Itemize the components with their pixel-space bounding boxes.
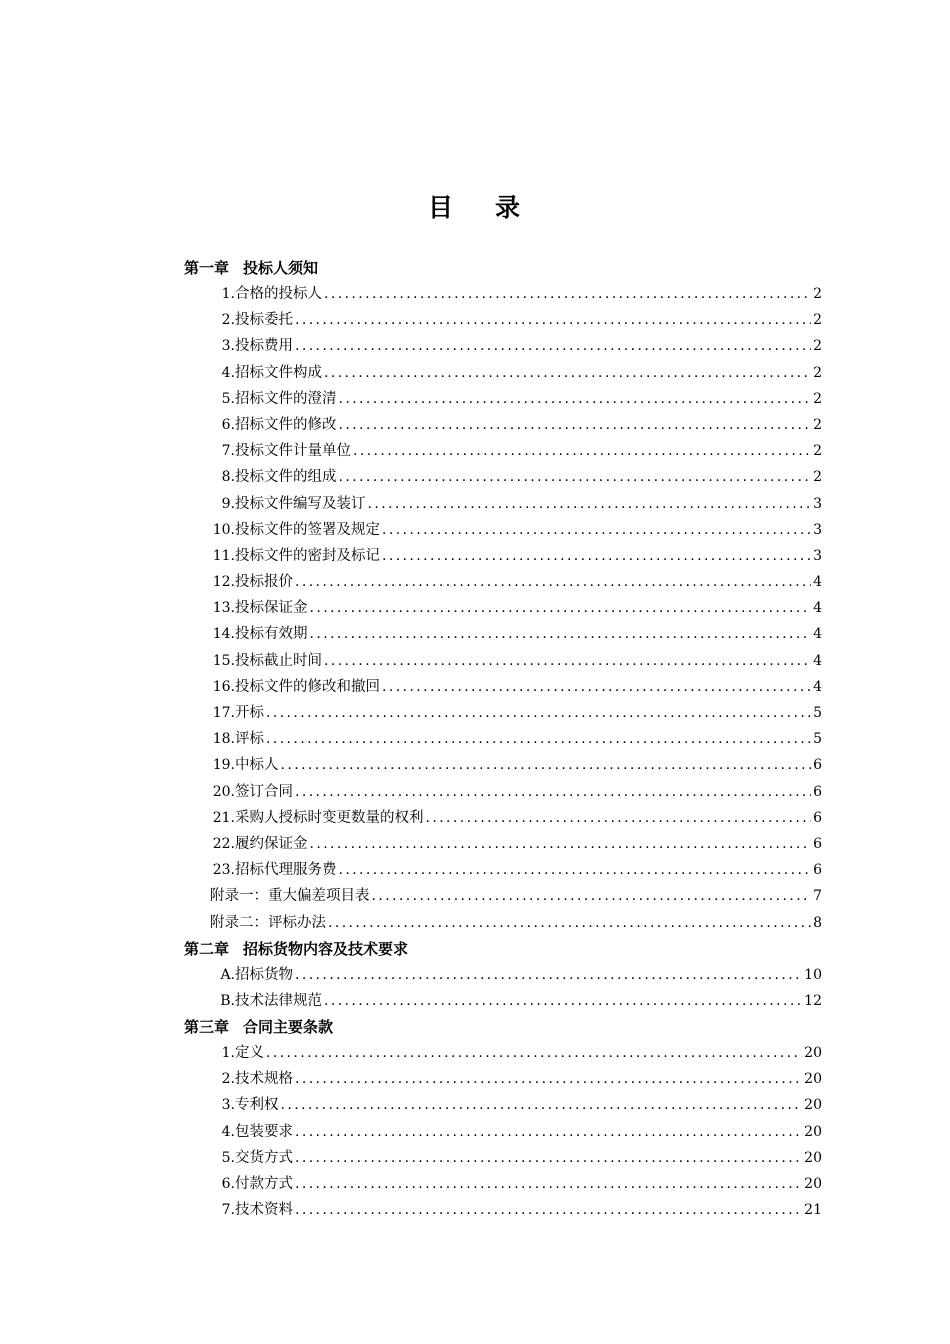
toc-entry-page: 4 — [813, 574, 822, 591]
toc-entry-number: 10. — [212, 521, 235, 538]
dot-leader — [426, 805, 812, 831]
toc-chapter-heading[interactable] — [184, 255, 822, 281]
title-char-2: 录 — [495, 193, 523, 222]
toc-entry[interactable] — [184, 648, 822, 674]
dot-leader — [382, 517, 811, 543]
toc-entry-number: 4. — [221, 364, 235, 381]
dot-leader — [382, 674, 811, 700]
toc-entry-number: 19. — [212, 757, 235, 774]
toc-entry-label: 投标文件编写及装订 — [235, 495, 366, 512]
toc-entry[interactable] — [184, 412, 822, 438]
toc-entry-page: 2 — [813, 469, 822, 486]
toc-entry-number: 7. — [221, 1202, 235, 1219]
toc-entry[interactable] — [184, 307, 822, 333]
toc-entry-label: 投标文件的密封及标记 — [235, 547, 380, 564]
toc-entry[interactable] — [184, 1197, 822, 1223]
toc-entry-label: 附录一：重大偏差项目表 — [210, 888, 370, 905]
toc-entry-page: 6 — [813, 809, 822, 826]
toc-entry-number: 11. — [212, 547, 235, 564]
toc-entry-page: 21 — [804, 1202, 822, 1219]
dot-leader — [339, 857, 812, 883]
toc-entry-page: 2 — [813, 338, 822, 355]
toc-entry-page: 20 — [804, 1123, 822, 1140]
dot-leader — [281, 752, 812, 778]
dot-leader — [310, 621, 812, 647]
toc-entry-number: 5. — [221, 390, 235, 407]
toc-entry-label: 招标文件的修改 — [235, 416, 337, 433]
toc-entry[interactable] — [184, 281, 822, 307]
dot-leader — [295, 333, 811, 359]
toc-entry[interactable] — [184, 386, 822, 412]
toc-entry-page: 2 — [813, 312, 822, 329]
toc-entry-label: 投标文件的组成 — [235, 469, 337, 486]
toc-entry-page: 2 — [813, 286, 822, 302]
toc-entry-label: 技术法律规范 — [235, 992, 322, 1009]
toc-entry-number: 3. — [221, 338, 235, 355]
toc-entry-page: 4 — [813, 652, 822, 669]
toc-entry[interactable] — [184, 910, 822, 936]
toc-entry[interactable] — [184, 1171, 822, 1197]
toc-entry[interactable] — [184, 333, 822, 359]
dot-leader — [295, 1119, 802, 1145]
toc-entry-label: 履约保证金 — [235, 835, 308, 852]
dot-leader — [328, 910, 811, 936]
toc-entry-page: 3 — [813, 547, 822, 564]
dot-leader — [295, 779, 811, 805]
toc-entry-number: 2. — [221, 1071, 235, 1088]
dot-leader — [295, 1145, 802, 1171]
chapter-title: 招标货物内容及技术要求 — [243, 939, 409, 958]
toc-entry[interactable] — [184, 595, 822, 621]
toc-entry-label: 招标文件构成 — [235, 364, 322, 381]
dot-leader — [295, 1171, 802, 1197]
toc-entry-label: 开标 — [235, 705, 264, 721]
toc-entry-number: 16. — [212, 678, 235, 695]
toc-entry-page: 6 — [813, 757, 822, 774]
toc-entry-label: 评标 — [235, 731, 264, 748]
toc-entry-page: 20 — [804, 1045, 822, 1062]
toc-entry-number: 5. — [221, 1149, 235, 1166]
toc-entry-number: 1. — [221, 1045, 235, 1062]
toc-entry-number: 17. — [212, 705, 235, 721]
toc-entry-label: 定义 — [235, 1045, 264, 1062]
dot-leader — [266, 1040, 802, 1066]
toc-entry[interactable] — [184, 962, 822, 988]
toc-entry[interactable] — [184, 543, 822, 569]
toc-entry-label: 投标委托 — [235, 312, 293, 329]
page-title — [0, 188, 950, 224]
toc-entry-page: 6 — [813, 862, 822, 879]
toc-entry-number: 23. — [212, 862, 235, 879]
toc-entry-label: 招标货物 — [235, 966, 293, 983]
chapter-number: 第三章 — [184, 1018, 230, 1037]
dot-leader — [353, 438, 811, 464]
dot-leader — [266, 700, 811, 726]
toc-entry-number: 3. — [221, 1097, 235, 1114]
toc-entry[interactable] — [184, 1119, 822, 1145]
dot-leader — [281, 1092, 803, 1118]
toc-entry-page: 20 — [804, 1149, 822, 1166]
dot-leader — [339, 386, 812, 412]
toc-entry-number: A. — [220, 966, 235, 983]
toc-entry[interactable] — [184, 883, 822, 909]
toc-entry-number: 21. — [212, 809, 235, 826]
toc-entry-number: B. — [220, 992, 235, 1009]
toc-entry-page: 4 — [813, 600, 822, 617]
toc-entry-number: 6. — [221, 1176, 235, 1192]
toc-entry-number: 15. — [212, 652, 235, 669]
toc-entry-page: 12 — [804, 992, 822, 1009]
toc-entry-page: 6 — [813, 783, 822, 800]
toc-entry[interactable] — [184, 674, 822, 700]
toc-entry-label: 包装要求 — [235, 1123, 293, 1140]
toc-entry-label: 技术规格 — [235, 1071, 293, 1088]
toc-entry-page: 3 — [813, 521, 822, 538]
dot-leader — [324, 281, 811, 307]
toc-entry-number: 13. — [212, 600, 235, 617]
toc-entry-label: 专利权 — [235, 1097, 279, 1114]
toc-entry-page: 20 — [804, 1176, 822, 1192]
chapter-number: 第一章 — [184, 259, 230, 277]
toc-entry-page: 4 — [813, 678, 822, 695]
toc-entry-label: 附录二：评标办法 — [210, 914, 326, 931]
toc-entry-label: 签订合同 — [235, 783, 293, 800]
toc-entry-label: 投标文件的签署及规定 — [235, 521, 380, 538]
dot-leader — [266, 726, 811, 752]
toc-entry[interactable] — [184, 621, 822, 647]
toc-entry[interactable] — [184, 1145, 822, 1171]
toc-entry[interactable] — [184, 779, 822, 805]
dot-leader — [324, 988, 802, 1014]
dot-leader — [295, 1066, 802, 1092]
toc-entry-label: 投标文件计量单位 — [235, 443, 351, 460]
dot-leader — [310, 595, 812, 621]
toc-chapter-heading[interactable] — [184, 936, 822, 962]
dot-leader — [295, 569, 811, 595]
toc-entry-number: 6. — [221, 416, 235, 433]
dot-leader — [295, 962, 802, 988]
toc-entry[interactable] — [184, 517, 822, 543]
toc-entry-label: 采购人授标时变更数量的权利 — [235, 809, 424, 826]
toc-entry-label: 投标文件的修改和撤回 — [235, 678, 380, 695]
dot-leader — [295, 307, 811, 333]
toc-entry-page: 5 — [813, 731, 822, 748]
toc-entry-label: 招标代理服务费 — [235, 862, 337, 879]
toc-entry-number: 22. — [212, 835, 235, 852]
dot-leader — [324, 648, 811, 674]
dot-leader — [324, 360, 811, 386]
toc-entry[interactable] — [184, 857, 822, 883]
toc-entry-label: 投标报价 — [235, 574, 293, 591]
toc-entry[interactable] — [184, 752, 822, 778]
toc-entry-label: 交货方式 — [235, 1149, 293, 1166]
toc-entry-page: 6 — [813, 835, 822, 852]
toc-entry-number: 12. — [212, 574, 235, 591]
toc-entry-number: 18. — [212, 731, 235, 748]
toc-entry[interactable] — [184, 464, 822, 490]
toc-entry[interactable] — [184, 1040, 822, 1066]
toc-entry-number: 9. — [221, 495, 235, 512]
dot-leader — [368, 491, 812, 517]
toc-entry-page: 7 — [813, 888, 822, 905]
toc-entry[interactable] — [184, 1092, 822, 1118]
toc-entry-number: 2. — [221, 312, 235, 329]
toc-entry-label: 招标文件的澄清 — [235, 390, 337, 407]
toc-chapter-heading[interactable] — [184, 1014, 822, 1040]
toc-entry-number: 1. — [221, 286, 235, 302]
toc-entry[interactable] — [184, 491, 822, 517]
title-char-1: 目 — [427, 193, 455, 222]
toc-entry-label: 投标有效期 — [235, 626, 308, 643]
toc-entry-label: 投标截止时间 — [235, 652, 322, 669]
dot-leader — [339, 464, 812, 490]
toc-entry[interactable] — [184, 438, 822, 464]
toc-entry[interactable] — [184, 805, 822, 831]
toc-entry[interactable] — [184, 700, 822, 726]
toc-entry-number: 20. — [212, 783, 235, 800]
toc-entry[interactable] — [184, 1066, 822, 1092]
toc-entry-page: 2 — [813, 416, 822, 433]
toc-entry[interactable] — [184, 360, 822, 386]
table-of-contents — [184, 255, 822, 1223]
toc-entry-number: 4. — [221, 1123, 235, 1140]
dot-leader — [295, 1197, 802, 1223]
toc-entry[interactable] — [184, 988, 822, 1014]
toc-entry-label: 投标保证金 — [235, 600, 308, 617]
toc-entry-number: 14. — [212, 626, 235, 643]
toc-entry-number: 7. — [221, 443, 235, 460]
toc-entry-page: 3 — [813, 495, 822, 512]
toc-entry-page: 2 — [813, 364, 822, 381]
toc-entry-page: 20 — [804, 1071, 822, 1088]
dot-leader — [382, 543, 811, 569]
toc-entry-number: 8. — [221, 469, 235, 486]
toc-entry[interactable] — [184, 569, 822, 595]
toc-entry-page: 8 — [813, 914, 822, 931]
toc-entry-label: 付款方式 — [235, 1176, 293, 1192]
dot-leader — [339, 412, 812, 438]
toc-entry[interactable] — [184, 726, 822, 752]
toc-entry-label: 合格的投标人 — [235, 286, 322, 302]
chapter-title: 投标人须知 — [243, 259, 319, 277]
dot-leader — [310, 831, 812, 857]
toc-entry-label: 技术资料 — [235, 1202, 293, 1219]
dot-leader — [372, 883, 812, 909]
toc-entry-page: 4 — [813, 626, 822, 643]
chapter-title: 合同主要条款 — [243, 1018, 334, 1037]
toc-entry-label: 中标人 — [235, 757, 279, 774]
toc-entry-page: 2 — [813, 390, 822, 407]
toc-entry-label: 投标费用 — [235, 338, 293, 355]
toc-entry-page: 2 — [813, 443, 822, 460]
toc-entry-page: 10 — [804, 966, 822, 983]
toc-entry-page: 20 — [804, 1097, 822, 1114]
toc-entry-page: 5 — [813, 705, 822, 721]
chapter-number: 第二章 — [184, 939, 230, 958]
toc-entry[interactable] — [184, 831, 822, 857]
